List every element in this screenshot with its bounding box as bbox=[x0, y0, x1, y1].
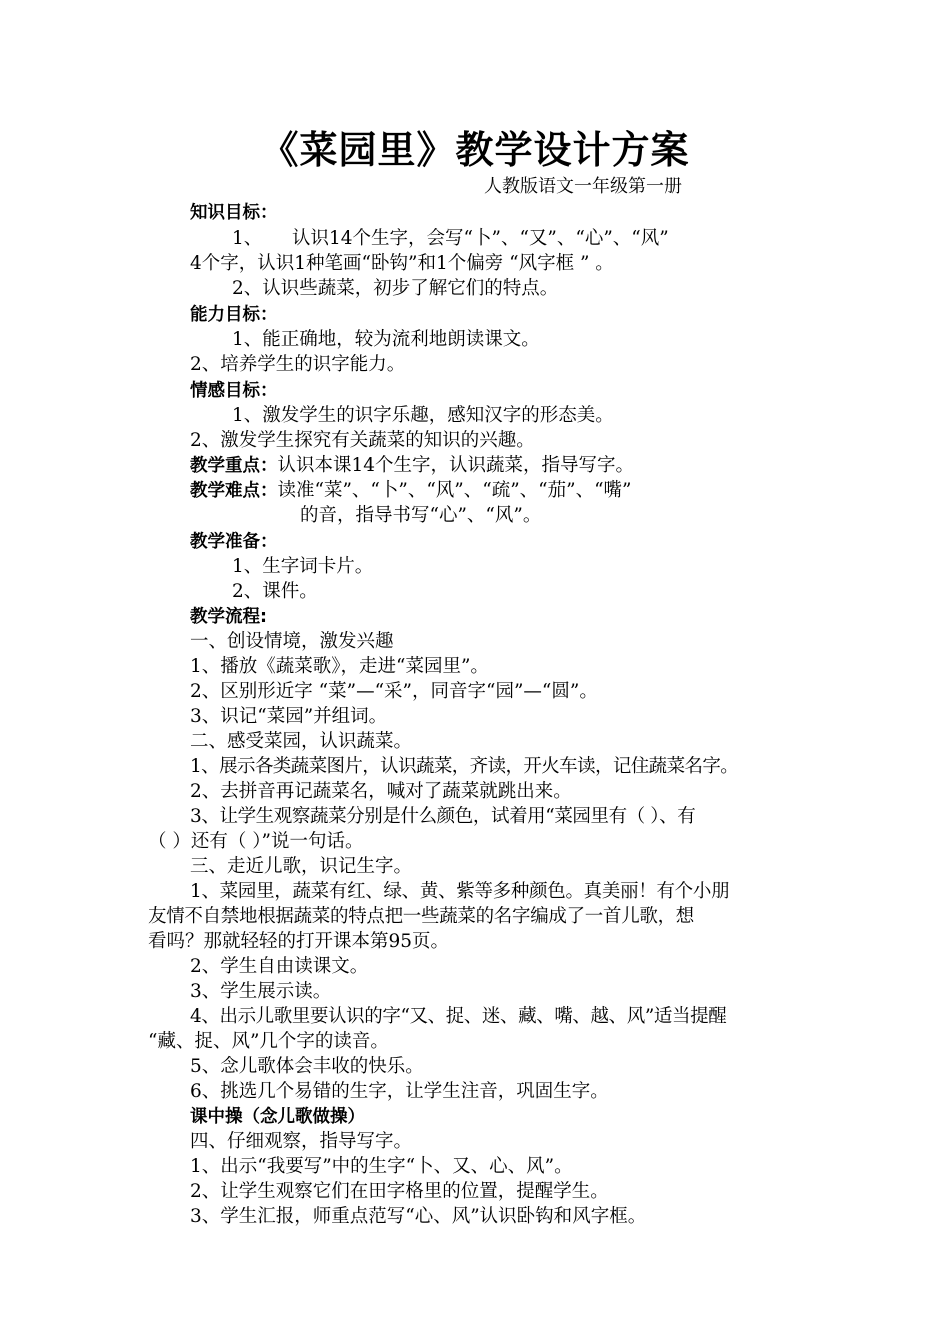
section-2-title: 二、感受菜园，认识蔬菜。 bbox=[190, 731, 413, 752]
section-4-item-2: 2、让学生观察它们在田字格里的位置，提醒学生。 bbox=[190, 1181, 609, 1202]
key-point-line bbox=[190, 453, 634, 479]
emotion-heading: 情感目标： bbox=[190, 381, 278, 401]
document-title: 《菜园里》教学设计方案 bbox=[260, 128, 690, 172]
section-3-item-1: 1、菜园里，蔬菜有红、绿、黄、紫等多种颜色。真美丽！有个小朋 bbox=[190, 881, 730, 902]
process-heading: 教学流程: bbox=[190, 607, 267, 627]
section-2-item-3-continued: （ ）还有（ ）”说一句话。 bbox=[148, 831, 364, 852]
ability-item-1: 1、能正确地，较为流利地朗读课文。 bbox=[232, 329, 540, 350]
preparation-heading: 教学准备： bbox=[190, 532, 278, 552]
section-3-item-3: 3、学生展示读。 bbox=[190, 981, 332, 1002]
section-3-item-1-continued-2: 看吗？那就轻轻的打开课本第95页。 bbox=[148, 931, 450, 952]
difficulty-continued: 的音，指导书写“心”、“风”。 bbox=[300, 505, 542, 526]
emotion-item-2: 2、激发学生探究有关蔬菜的知识的兴趣。 bbox=[190, 430, 535, 451]
preparation-item-1: 1、生字词卡片。 bbox=[232, 556, 374, 577]
section-1-item-3: 3、识记“菜园”并组词。 bbox=[190, 706, 388, 727]
knowledge-item-1-number: 1、 bbox=[232, 228, 263, 249]
section-3-item-6: 6、挑选几个易错的生字，让学生注音，巩固生字。 bbox=[190, 1081, 609, 1102]
section-3-item-4-continued: “藏、捉、风”几个字的读音。 bbox=[148, 1031, 389, 1052]
knowledge-heading: 知识目标： bbox=[190, 203, 278, 223]
section-1-title: 一、创设情境，激发兴趣 bbox=[190, 631, 394, 652]
emotion-item-1: 1、激发学生的识字乐趣，感知汉字的形态美。 bbox=[232, 405, 614, 426]
ability-item-2: 2、培养学生的识字能力。 bbox=[190, 354, 406, 375]
knowledge-item-1-continued: 4个字，认识1种笔画“卧钩”和1个偏旁 “风字框 ” 。 bbox=[190, 253, 614, 274]
document-subtitle: 人教版语文一年级第一册 bbox=[484, 176, 682, 197]
preparation-item-2: 2、课件。 bbox=[232, 581, 318, 602]
break-exercise-heading: 课中操（念儿歌做操） bbox=[190, 1107, 365, 1127]
knowledge-item-1: 认识14个生字，会写“卜”、“又”、“心”、“风” bbox=[292, 228, 669, 249]
ability-heading: 能力目标： bbox=[190, 305, 278, 325]
section-4-title: 四、仔细观察，指导写字。 bbox=[190, 1131, 413, 1152]
difficulty-text: 读准“菜”、“卜”、“风”、“疏”、“茄”、“嘴” bbox=[277, 480, 632, 501]
section-3-item-5: 5、念儿歌体会丰收的快乐。 bbox=[190, 1056, 424, 1077]
knowledge-item-2: 2、认识些蔬菜，初步了解它们的特点。 bbox=[232, 278, 559, 299]
key-point-text: 认识本课14个生字，认识蔬菜，指导写字。 bbox=[277, 455, 635, 476]
difficulty-line bbox=[190, 478, 632, 504]
section-3-item-4: 4、出示儿歌里要认识的字“又、捉、迷、藏、嘴、越、风”适当提醒 bbox=[190, 1006, 727, 1027]
section-2-item-1: 1、展示各类蔬菜图片，认识蔬菜，齐读，开火车读，记住蔬菜名字。 bbox=[190, 756, 739, 777]
difficulty-label: 教学难点： bbox=[190, 481, 278, 501]
section-2-item-2: 2、去拼音再记蔬菜名，喊对了蔬菜就跳出来。 bbox=[190, 781, 572, 802]
section-3-item-1-continued-1: 友情不自禁地根据蔬菜的特点把一些蔬菜的名字编成了一首儿歌，想 bbox=[148, 906, 695, 927]
section-4-item-1: 1、出示“我要写”中的生字“卜、又、心、风”。 bbox=[190, 1156, 573, 1177]
section-4-item-3: 3、学生汇报，师重点范写“心、风”认识卧钩和风字框。 bbox=[190, 1206, 647, 1227]
section-3-title: 三、走近儿歌，识记生字。 bbox=[190, 856, 413, 877]
key-point-label: 教学重点： bbox=[190, 456, 278, 476]
section-3-item-2: 2、学生自由读课文。 bbox=[190, 956, 369, 977]
section-2-item-3: 3、让学生观察蔬菜分别是什么颜色，试着用“菜园里有（ ）、有 bbox=[190, 806, 696, 827]
section-1-item-1: 1、播放《蔬菜歌》，走进“菜园里”。 bbox=[190, 656, 489, 677]
section-1-item-2: 2、区别形近字 “菜”—“采”，同音字“园”—“圆”。 bbox=[190, 681, 598, 702]
